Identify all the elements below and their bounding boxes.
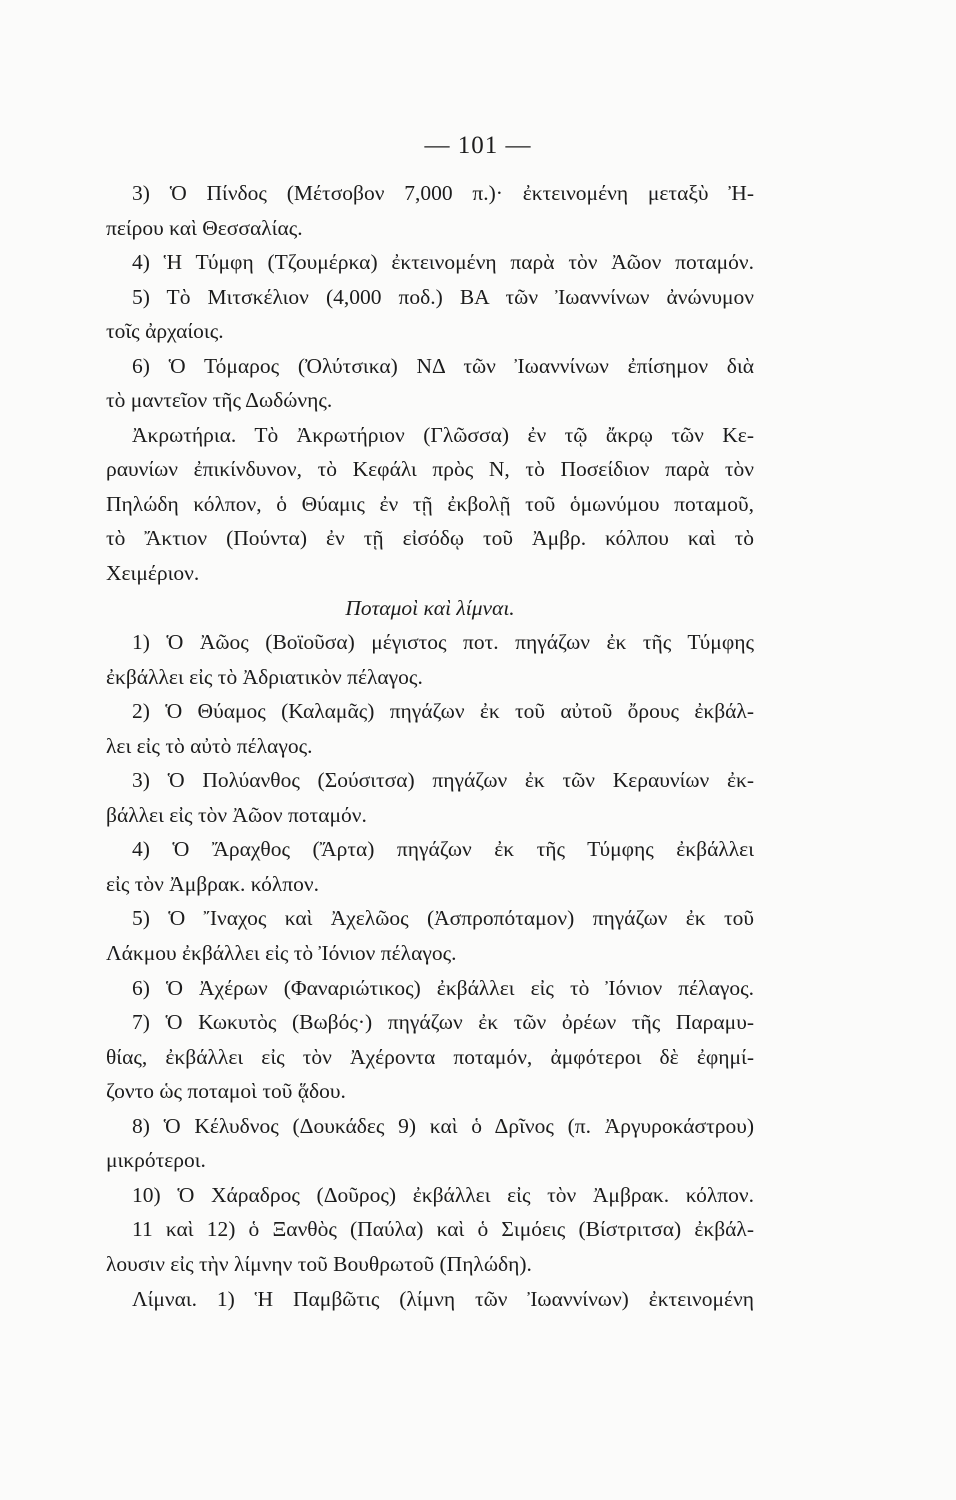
text-line: 5) Τὸ Μιτσκέλιον (4,000 ποδ.) ΒΑ τῶν Ἰωαννίνων ἀνώνυμον [132,284,754,309]
text-line: 6) Ὁ Ἀχέρων (Φαναριώτικος) ἐκβάλλει εἰς τὸ Ἰόνιον πέλαγος. [132,975,754,1000]
text-line: 1) Ὁ Ἀῶος (Βοϊοῦσα) μέγιστος ποτ. πηγάζων ἐκ τῆς Τύμφης [132,630,754,655]
text-line: 3) Ὁ Πίνδος (Μέτσοβον 7,000 π.)· ἐκτεινομένη μεταξὺ Ἠ- [132,181,754,205]
text-line: 3) Ὁ Πολύανθος (Σούσιτσα) πηγάζων ἐκ τῶν Κεραυνίων ἐκ- [132,768,754,793]
text-line: Λάκμου ἐκβάλλει εἰς τὸ Ἰόνιον πέλαγος. [106,941,457,966]
text-line: 6) Ὁ Τόμαρος (Ὀλύτσικα) ΝΔ τῶν Ἰωαννίνων ἐπίσημον διὰ [132,353,754,378]
text-line: ζοντο ὡς ποταμοὶ τοῦ ᾅδου. [106,1079,346,1104]
text-line: 2) Ὁ Θύαμος (Καλαμᾶς) πηγάζων ἐκ τοῦ αὐτοῦ ὄρους ἐκβάλ- [132,699,754,724]
text-line: λουσιν εἰς τὴν λίμνην τοῦ Βουθρωτοῦ (Πηλώδη). [106,1251,532,1276]
body-text [106,176,754,1316]
text-line: τὸ μαντεῖον τῆς Δωδώνης. [106,388,333,413]
text-line: 11 καὶ 12) ὁ Ξανθὸς (Παύλα) καὶ ὁ Σιμόεις (Βίστριτσα) ἐκβάλ- [132,1217,754,1242]
text-line: 10) Ὁ Χάραδρος (Δοῦρος) ἐκβάλλει εἰς τὸν Ἀμβρακ. κόλπον. [132,1182,754,1207]
text-line: τοῖς ἀρχαίοις. [106,319,224,344]
text-line: Πηλώδη κόλπον, ὁ Θύαμις ἐν τῇ ἐκβολῇ τοῦ ὁμωνύμου ποταμοῦ, [106,491,754,516]
text-line: 4) Ἡ Τύμφη (Τζουμέρκα) ἐκτεινομένη παρὰ τὸν Ἀῶον ποταμόν. [132,250,754,275]
text-line: 7) Ὁ Κωκυτὸς (Βωβός·) πηγάζων ἐκ τῶν ὀρέων τῆς Παραμυ- [132,1010,754,1035]
text-line: ἐκβάλλει εἰς τὸ Ἀδριατικὸν πέλαγος. [106,664,423,689]
text-line: πείρου καὶ Θεσσαλίας. [106,215,303,240]
text-line: μικρότεροι. [106,1148,206,1173]
text-line: ραυνίων ἐπικίνδυνον, τὸ Κεφάλι πρὸς Ν, τὸ Ποσείδιον παρὰ τὸν [106,457,754,482]
text-line: λει εἰς τὸ αὐτὸ πέλαγος. [106,733,313,758]
text-line: εἰς τὸν Ἀμβρακ. κόλπον. [106,871,319,896]
text-line: βάλλει εἰς τὸν Ἀῶον ποταμόν. [106,802,367,827]
text-line: τὸ Ἄκτιον (Πούντα) ἐν τῇ εἰσόδῳ τοῦ Ἀμβρ. κόλπου καὶ τὸ [106,526,754,551]
section-heading: Ποταμοὶ καὶ λίμναι. [345,595,515,620]
text-line: Χειμέριον. [106,561,200,586]
text-line: 5) Ὁ Ἴναχος καὶ Ἀχελῶος (Ἀσπροπόταμον) πηγάζων ἐκ τοῦ [132,906,754,931]
text-line: Ἀκρωτήρια. Τὸ Ἀκρωτήριον (Γλῶσσα) ἐν τῷ ἄκρῳ τῶν Κε- [132,422,754,447]
text-line: θίας, ἐκβάλλει εἰς τὸν Ἀχέροντα ποταμόν, ἀμφότεροι δὲ ἐφημί- [106,1044,754,1069]
page-number: — 101 — [424,132,532,159]
text-line: Λίμναι. 1) Ἡ Παμβῶτις (λίμνη τῶν Ἰωαννίνων) ἐκτεινομένη [132,1286,754,1311]
text-line: 4) Ὁ Ἄραχθος (Ἄρτα) πηγάζων ἐκ τῆς Τύμφης ἐκβάλλει [132,837,754,862]
text-line: 8) Ὁ Κέλυδνος (Δουκάδες 9) καὶ ὁ Δρῖνος (π. Ἀργυροκάστρου) [132,1113,754,1138]
